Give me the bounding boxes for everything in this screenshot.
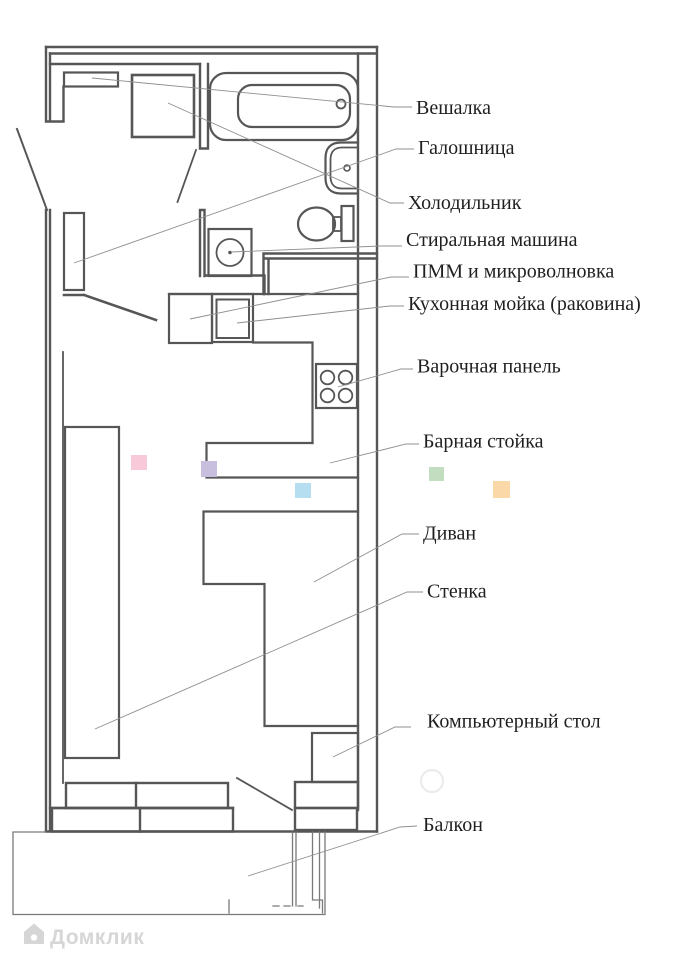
label-balkon: Балкон	[423, 814, 483, 836]
toilet-tank	[342, 206, 354, 241]
leader-stol	[333, 727, 411, 757]
toilet-bowl	[298, 208, 335, 241]
marker-pink	[131, 455, 147, 470]
computer-desk	[312, 733, 358, 782]
wall-left-upper	[46, 47, 64, 122]
faint-circle-mark	[421, 770, 443, 792]
marker-orange	[493, 481, 510, 498]
bathtub-inner	[238, 85, 350, 127]
bathtub-drain	[337, 100, 346, 109]
cooktop-burner-3	[321, 389, 335, 403]
cooktop	[316, 364, 357, 408]
wall-right	[358, 47, 377, 832]
washing-machine-dot	[228, 251, 232, 255]
labels	[406, 97, 641, 836]
balcony-door-jambs	[293, 832, 323, 913]
watermark	[24, 924, 144, 950]
watermark-text: Домклик	[50, 926, 145, 949]
balcony-perimeter	[13, 832, 325, 915]
leader-veshalka	[92, 78, 412, 107]
marker-green	[429, 467, 444, 481]
leader-moyka	[237, 306, 404, 323]
leader-balkon	[248, 826, 417, 876]
balcony-outline	[13, 832, 325, 915]
walls	[17, 47, 377, 832]
kitchen-counter	[169, 294, 358, 443]
marker-blue	[295, 483, 311, 498]
label-galoshnitsa: Галошница	[418, 137, 515, 159]
kitchen-sink-inner	[217, 300, 250, 339]
wall-left-lower	[46, 210, 50, 831]
sofa	[204, 512, 359, 727]
cooktop-burner-1	[321, 371, 335, 385]
leader-barnaya	[330, 444, 419, 463]
bar-counter	[207, 443, 359, 478]
window-left-outer	[52, 808, 233, 832]
label-stiralnaya: Стиральная машина	[406, 229, 578, 251]
label-stenka: Стенка	[427, 580, 487, 603]
label-varochnaya: Варочная панель	[417, 355, 561, 378]
window-sill-left-divider	[50, 783, 233, 808]
wall-bath-bottom	[264, 254, 378, 295]
color-markers	[131, 455, 510, 792]
refrigerator	[132, 75, 194, 137]
leader-divan	[314, 534, 419, 582]
balcony-door-swing	[237, 778, 292, 810]
marker-purple	[201, 461, 217, 477]
wall-bath-partition	[200, 64, 208, 149]
watermark-house-icon-hole	[31, 934, 37, 940]
label-barnaya: Барная стойка	[423, 430, 544, 453]
cooktop-burner-2	[339, 371, 353, 385]
label-kholodilnik: Холодильник	[408, 192, 522, 214]
bathtub-outer	[210, 73, 358, 140]
window-sill-left	[66, 783, 228, 808]
bathroom-door-swing	[178, 150, 197, 202]
label-pmm: ПММ и микроволновка	[413, 260, 615, 283]
label-moyka: Кухонная мойка (раковина)	[408, 293, 641, 315]
entrance-door-swing	[17, 129, 47, 210]
label-divan: Диван	[423, 522, 477, 545]
window-sill-right	[295, 782, 358, 808]
window-right-outer	[295, 808, 357, 830]
label-stol: Компьютерный стол	[427, 710, 601, 733]
watermark-house-icon	[24, 924, 44, 945]
shoe-cabinet	[64, 213, 84, 290]
wall-unit	[65, 427, 119, 758]
wall-top	[46, 47, 377, 64]
cooktop-burner-4	[339, 389, 353, 403]
leader-galoshnitsa	[74, 149, 414, 263]
leader-stenka	[95, 592, 423, 729]
label-veshalka: Вешалка	[416, 97, 491, 119]
kitchen-sink-outer	[212, 294, 253, 342]
wall-corridor-angled	[64, 295, 156, 320]
furniture	[64, 73, 358, 783]
